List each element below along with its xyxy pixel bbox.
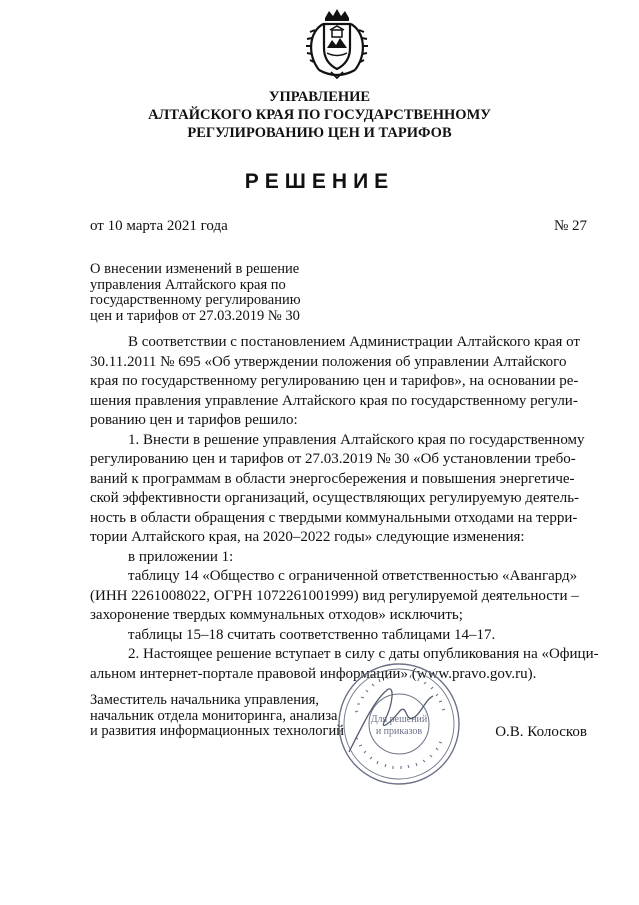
body-line bbox=[90, 626, 587, 646]
document-title: РЕШЕНИЕ bbox=[244, 170, 395, 193]
seal-inner-line: и приказов bbox=[375, 726, 423, 737]
body-line-text: тории Алтайского края, на 2020–2022 годы» следующие изменения: bbox=[90, 529, 525, 545]
subject-line: цен и тарифов от 27.03.2019 № 30 bbox=[90, 307, 300, 324]
body-line bbox=[90, 567, 587, 587]
body-line-text: рованию цен и тарифов решило: bbox=[90, 412, 298, 428]
subject-line bbox=[90, 262, 332, 278]
organization-line: РЕГУЛИРОВАНИЮ ЦЕН И ТАРИФОВ bbox=[187, 125, 452, 141]
document-body bbox=[90, 333, 599, 684]
subject-line bbox=[90, 293, 332, 309]
body-line-text: таблицу 14 «Общество с ограниченной ответственностью «Авангард» bbox=[128, 568, 578, 584]
body-line bbox=[90, 470, 587, 490]
body-line-text: края по государственному регулированию цен и тарифов», на основании ре- bbox=[90, 373, 579, 389]
body-line bbox=[90, 392, 587, 412]
body-line-text: таблицы 15–18 считать соответственно таблицами 14–17. bbox=[128, 626, 496, 643]
subject-line-text: управления Алтайского края по bbox=[90, 276, 286, 293]
body-line-text: альном интернет-портале правовой информации» (www.pravo.gov.ru). bbox=[90, 665, 537, 682]
seal-inner-line: Для решений bbox=[370, 714, 428, 725]
body-line-text: 1. Внести в решение управления Алтайского края по государственному bbox=[128, 431, 585, 448]
body-line-text: 30.11.2011 № 695 «Об утверждении положения об управлении Алтайского bbox=[90, 353, 567, 370]
document-number: № 27 bbox=[553, 218, 587, 234]
body-line bbox=[90, 411, 587, 431]
body-line bbox=[90, 489, 587, 509]
signer-position-line: Заместитель начальника управления, bbox=[90, 692, 320, 708]
subject-line-text: О внесении изменений в решение bbox=[90, 261, 300, 277]
body-line bbox=[90, 450, 587, 470]
body-line-text: шения правления управление Алтайского края по государственному регули- bbox=[90, 392, 578, 409]
body-line-text: захоронение твердых коммунальных отходов» исключить; bbox=[90, 607, 463, 623]
organization-name bbox=[0, 88, 639, 142]
signer-position bbox=[90, 693, 344, 740]
official-seal-icon bbox=[335, 660, 463, 788]
body-line bbox=[90, 606, 587, 626]
organization-line: УПРАВЛЕНИЕ bbox=[268, 89, 371, 105]
body-line-text: регулированию цен и тарифов от 27.03.2019 № 30 «Об установлении требо- bbox=[90, 451, 576, 467]
body-line-text: В соответствии с постановлением Администрации Алтайского края от bbox=[128, 334, 580, 350]
body-line bbox=[90, 509, 587, 529]
body-line-text: (ИНН 2261008022, ОГРН 1072261001999) вид регулируемой деятельности – bbox=[90, 587, 579, 604]
body-line bbox=[90, 333, 587, 353]
document-date: от 10 марта 2021 года bbox=[90, 218, 228, 234]
signer-position-line: начальник отдела мониторинга, анализа bbox=[90, 707, 338, 724]
signer-name: О.В. Колосков bbox=[495, 724, 587, 740]
body-line bbox=[90, 372, 587, 392]
document-subject bbox=[90, 262, 332, 324]
body-line bbox=[90, 548, 587, 568]
body-line-text: ность в области обращения с твердыми коммунальными отходами на терри- bbox=[90, 509, 578, 526]
organization-line: АЛТАЙСКОГО КРАЯ ПО ГОСУДАРСТВЕННОМУ bbox=[148, 107, 491, 123]
body-line-text: в приложении 1: bbox=[128, 548, 234, 565]
body-line-text: 2. Настоящее решение вступает в силу с даты опубликования на «Офици- bbox=[128, 646, 599, 662]
signer-position-line: и развития информационных технологий bbox=[90, 723, 345, 739]
body-line bbox=[90, 353, 587, 373]
body-line bbox=[90, 587, 587, 607]
subject-line-text: государственному регулированию bbox=[90, 292, 301, 308]
body-line bbox=[90, 431, 587, 451]
coat-of-arms-icon bbox=[301, 8, 373, 82]
body-line-text: ваний к программам в области энергосбережения и повышения энергетиче- bbox=[90, 470, 575, 487]
body-line bbox=[90, 528, 587, 548]
subject-line bbox=[90, 278, 332, 294]
body-line-text: ской эффективности организаций, осуществляющих регулируемую деятель- bbox=[90, 490, 580, 506]
